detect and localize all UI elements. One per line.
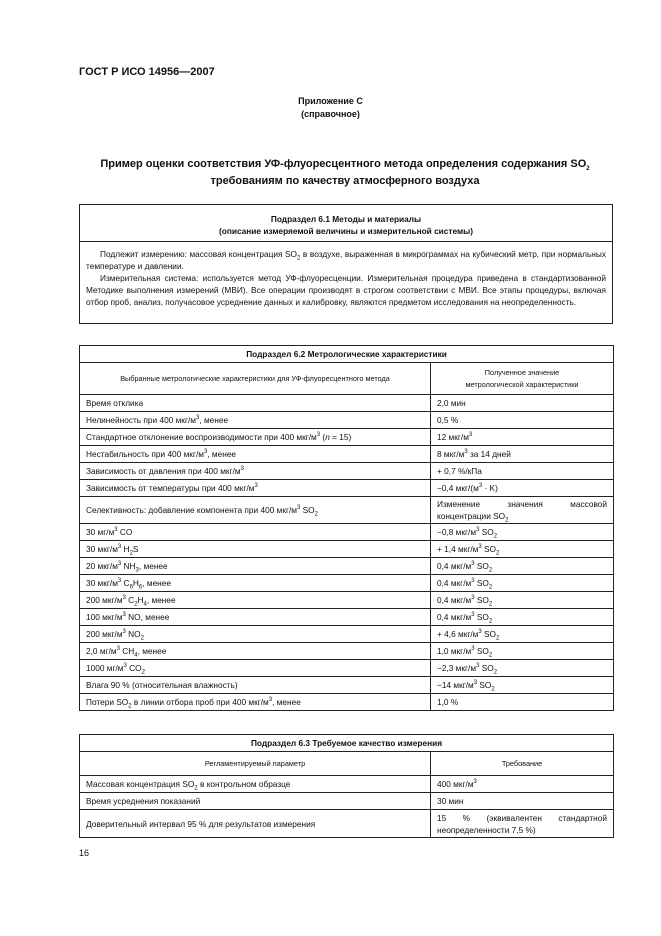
section-6-2-param-cell: Стандартное отклонение воспроизводимости при 400 мкг/$м^3$ (n = 15) bbox=[80, 429, 431, 446]
section-6-2-col2-header: Полученное значение метрологической характеристики bbox=[431, 363, 614, 395]
section-6-2-row bbox=[80, 429, 614, 446]
section-6-3-param-cell: Доверительный интервал 95 % для результатов измерения bbox=[80, 810, 431, 838]
section-6-2-value-cell: + 4,6 мкг/$м^3$ $SO_2$ bbox=[431, 626, 614, 643]
section-6-2-row bbox=[80, 463, 614, 480]
annex-title: Приложение С bbox=[298, 96, 363, 106]
section-6-2-value-cell: 8 мкг/$м^3$ за 14 дней bbox=[431, 446, 614, 463]
section-6-2-param-cell: Зависимость от давления при 400 мкг/$м^3$ bbox=[80, 463, 431, 480]
section-6-2-row bbox=[80, 575, 614, 592]
section-6-2-value-cell: 0,4 мкг/$м^3$ $SO_2$ bbox=[431, 592, 614, 609]
section-6-2-param-cell: 30 мкг/$м^3$ $C_6H_6$, менее bbox=[80, 575, 431, 592]
section-6-2-param-cell: Нелинейность при 400 мкг/$м^3$, менее bbox=[80, 412, 431, 429]
section-6-2-row bbox=[80, 395, 614, 412]
section-6-2-col1-header: Выбранные метрологические характеристики для УФ-флуоресцентного метода bbox=[80, 363, 431, 395]
section-6-2-param-cell: Селективность: добавление компонента при 400 мкг/$м^3$ $SO_2$ bbox=[80, 497, 431, 524]
section-6-2-rows bbox=[80, 395, 614, 711]
section-6-2-param-cell: Влага 90 % (относительная влажность) bbox=[80, 677, 431, 694]
section-6-3-value-cell: 30 мин bbox=[431, 793, 614, 810]
section-6-2-value-cell: 0,4 мкг/$м^3$ $SO_2$ bbox=[431, 575, 614, 592]
section-6-3-table bbox=[79, 734, 614, 838]
section-6-1-title: Подраздел 6.1 Методы и материалы bbox=[270, 214, 422, 224]
section-6-3-param-cell: Массовая концентрация $SO_2$ в контрольном образце bbox=[80, 776, 431, 793]
section-6-2-param-cell: Потери $SO_2$ в линии отбора проб при 400 мкг/$м^3$, менее bbox=[80, 694, 431, 711]
section-6-2-value-cell: −0,8 мкг/$м^3$ $SO_2$ bbox=[431, 524, 614, 541]
section-6-2-row bbox=[80, 660, 614, 677]
section-6-2-row bbox=[80, 626, 614, 643]
section-6-2-value-cell: 0,4 мкг/$м^3$ $SO_2$ bbox=[431, 558, 614, 575]
section-6-3-param-cell: Время усреднения показаний bbox=[80, 793, 431, 810]
section-6-2-param-cell: 20 мкг/$м^3$ $NH_3$, менее bbox=[80, 558, 431, 575]
section-6-2-value-cell: 12 мкг/$м^3$ bbox=[431, 429, 614, 446]
section-6-2-row bbox=[80, 609, 614, 626]
section-6-2-row bbox=[80, 643, 614, 660]
page-number: 16 bbox=[79, 848, 90, 858]
section-6-2-param-cell: Зависимость от температуры при 400 мкг/$м^3$ bbox=[80, 480, 431, 497]
section-6-1-subtitle: (описание измеряемой величины и измерительной системы) bbox=[219, 226, 473, 236]
section-6-2-value-cell: −0,4 мкг/$(м^3 \cdot K)$ bbox=[431, 480, 614, 497]
section-6-2-param-cell: 1000 $мг/м^3$ $CO_2$ bbox=[80, 660, 431, 677]
section-6-3-row bbox=[80, 776, 614, 793]
section-6-3-rows bbox=[80, 776, 614, 838]
main-title-line1: Пример оценки соответствия УФ-флуоресцентного метода определения содержания $SO_2$ bbox=[100, 158, 590, 173]
section-6-3-value-cell: 15 % (эквивалентен стандартной неопределенности 7,5 %) bbox=[431, 810, 614, 838]
main-title bbox=[60, 156, 630, 190]
section-6-3-row bbox=[80, 810, 614, 838]
section-6-2-row bbox=[80, 558, 614, 575]
section-6-2-value-cell: 2,0 мин bbox=[431, 395, 614, 412]
section-6-3-title: Подраздел 6.3 Требуемое качество измерения bbox=[80, 735, 614, 752]
section-6-2-value-cell: Изменение значения массовой концентрации $SO_2$ bbox=[431, 497, 614, 524]
section-6-2-row bbox=[80, 480, 614, 497]
section-6-2-value-cell: + 1,4 мкг/$м^3$ $SO_2$ bbox=[431, 541, 614, 558]
section-6-2-row bbox=[80, 694, 614, 711]
section-6-2-param-cell: 200 мкг/$м^3$ $C_2H_4$, менее bbox=[80, 592, 431, 609]
section-6-3-value-cell: 400 мкг/$м^3$ bbox=[431, 776, 614, 793]
section-6-2-param-cell: 100 мкг/$м^3$ NO, менее bbox=[80, 609, 431, 626]
standard-designation: ГОСТ Р ИСО 14956—2007 bbox=[79, 66, 215, 78]
section-6-2-value-cell: + 0,7 %/кПа bbox=[431, 463, 614, 480]
section-6-1-paragraph-1: Подлежит измерению: массовая концентрация $SO_2$ в воздухе, выраженная в микрограммах на кубический метр, при нормальных температуре и давлении. bbox=[86, 249, 606, 271]
section-6-2-row bbox=[80, 677, 614, 694]
section-6-2-param-cell: 2,0 $мг/м^3$ $CH_4$, менее bbox=[80, 643, 431, 660]
section-6-2-param-cell: Время отклика bbox=[80, 395, 431, 412]
section-6-2-param-cell: 200 мкг/$м^3$ $NO_2$ bbox=[80, 626, 431, 643]
section-6-2-row bbox=[80, 497, 614, 524]
section-6-2-row bbox=[80, 541, 614, 558]
section-6-3-col1-header: Регламентируемый параметр bbox=[80, 752, 431, 776]
section-6-1-paragraph-2: Измерительная система: используется метод УФ-флуоресценции. Измерительная процедура приведена в стандартизованной Методике выполнения измерений (МВИ). Все операции производят в строгом соответствии с МВИ. Все этапы процедуры, включая отбор проб, анализ, получасовое усреднение данных и калибровку, являются предметом исследования на неопределенность. bbox=[86, 273, 606, 307]
section-6-2-row bbox=[80, 446, 614, 463]
section-6-2-param-cell: Нестабильность при 400 мкг/$м^3$, менее bbox=[80, 446, 431, 463]
section-6-2-table bbox=[79, 345, 614, 711]
annex-kind: (справочное) bbox=[301, 109, 360, 119]
section-6-2-row bbox=[80, 592, 614, 609]
section-6-2-value-cell: 0,5 % bbox=[431, 412, 614, 429]
section-6-3-row bbox=[80, 793, 614, 810]
section-6-2-value-cell: −14 мкг/$м^3$ $SO_2$ bbox=[431, 677, 614, 694]
section-6-2-param-cell: 30 $мг/м^3$ CO bbox=[80, 524, 431, 541]
section-6-2-title: Подраздел 6.2 Метрологические характеристики bbox=[80, 346, 614, 363]
section-6-2-value-cell: −2,3 мкг/$м^3$ $SO_2$ bbox=[431, 660, 614, 677]
section-6-2-row bbox=[80, 524, 614, 541]
section-6-2-param-cell: 30 мкг/$м^3$ $H_2S$ bbox=[80, 541, 431, 558]
section-6-2-value-cell: 1,0 мкг/$м^3$ $SO_2$ bbox=[431, 643, 614, 660]
section-6-3-col2-header: Требование bbox=[431, 752, 614, 776]
section-6-2-value-cell: 1,0 % bbox=[431, 694, 614, 711]
section-6-2-row bbox=[80, 412, 614, 429]
section-6-2-value-cell: 0,4 мкг/$м^3$ $SO_2$ bbox=[431, 609, 614, 626]
section-6-1 bbox=[79, 204, 613, 324]
main-title-line2: требованиям по качеству атмосферного воздуха bbox=[210, 175, 480, 187]
